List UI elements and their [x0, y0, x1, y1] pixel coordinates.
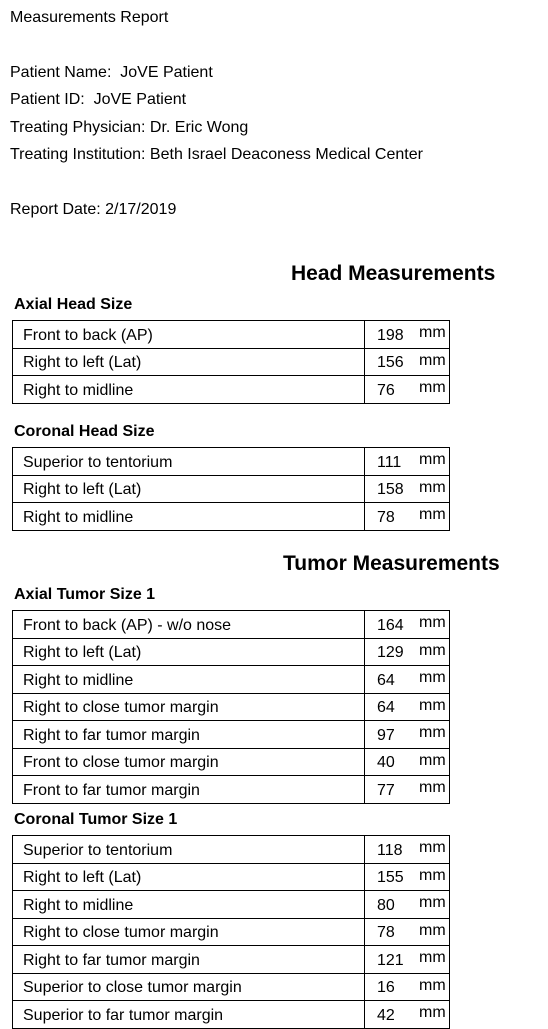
table-row [13, 918, 450, 946]
measurement-value: 129 [377, 644, 404, 662]
measurement-unit: mm [419, 894, 446, 911]
measurement-value: 76 [377, 381, 395, 399]
coronal-tumor-size-table [12, 835, 450, 1029]
table-row [13, 946, 450, 974]
measurement-value: 111 [377, 453, 402, 471]
measurement-label: Right to left (Lat) [13, 863, 365, 891]
measurement-value: 118 [377, 841, 403, 859]
table-row [13, 863, 450, 891]
coronal-head-size-table [12, 447, 450, 531]
axial-tumor-size-table [12, 610, 450, 804]
head-measurements-heading: Head Measurements [291, 262, 496, 285]
measurement-value-cell [365, 503, 450, 531]
measurement-label: Superior to far tumor margin [13, 1001, 365, 1029]
measurement-value: 78 [377, 508, 395, 526]
measurement-unit: mm [419, 779, 446, 796]
treating-physician: Treating Physician: Dr. Eric Wong [10, 119, 249, 136]
measurement-unit: mm [419, 724, 446, 741]
measurement-value-cell [365, 321, 450, 349]
table-row [13, 448, 450, 476]
measurement-value-cell [365, 348, 450, 376]
measurement-value-cell [365, 666, 450, 694]
table-row [13, 666, 450, 694]
table-row [13, 348, 450, 376]
table-row [13, 1001, 450, 1029]
measurement-value-cell [365, 721, 450, 749]
measurement-label: Right to midline [13, 376, 365, 404]
measurement-label: Right to close tumor margin [13, 693, 365, 721]
measurement-value-cell [365, 863, 450, 891]
report-date: Report Date: 2/17/2019 [10, 201, 177, 218]
measurement-unit: mm [419, 506, 446, 523]
table-row [13, 475, 450, 503]
measurement-unit: mm [419, 614, 446, 631]
measurement-value: 64 [377, 671, 395, 689]
table-row [13, 973, 450, 1001]
measurement-label: Right to far tumor margin [13, 946, 365, 974]
measurement-value: 64 [377, 699, 395, 717]
measurement-value: 121 [377, 951, 404, 969]
table-row [13, 638, 450, 666]
measurement-value-cell [365, 918, 450, 946]
measurement-value: 158 [377, 481, 404, 499]
table-row [13, 776, 450, 804]
measurement-unit: mm [419, 696, 446, 714]
table-row [13, 321, 450, 349]
measurement-value: 80 [377, 896, 395, 914]
measurement-unit: mm [419, 839, 446, 856]
measurement-unit: mm [419, 949, 446, 966]
measurement-unit: mm [419, 976, 446, 994]
table-row [13, 836, 450, 864]
measurement-value-cell [365, 376, 450, 404]
measurement-value: 97 [377, 726, 395, 744]
measurement-value: 16 [377, 979, 395, 997]
measurement-label: Right to left (Lat) [13, 638, 365, 666]
measurement-label: Right to midline [13, 891, 365, 919]
measurement-unit: mm [419, 921, 446, 939]
table-row [13, 891, 450, 919]
measurement-value-cell [365, 836, 450, 864]
measurement-unit: mm [419, 478, 446, 496]
measurement-value: 78 [377, 924, 395, 942]
measurement-value: 156 [377, 354, 404, 372]
measurement-value-cell [365, 693, 450, 721]
measurement-label: Right to left (Lat) [13, 475, 365, 503]
measurement-unit: mm [419, 451, 446, 468]
measurement-label: Right to midline [13, 666, 365, 694]
table-row [13, 721, 450, 749]
measurement-label: Front to far tumor margin [13, 776, 365, 804]
measurement-label: Front to back (AP) - w/o nose [13, 611, 365, 639]
measurement-value-cell [365, 891, 450, 919]
patient-id: Patient ID: JoVE Patient [10, 91, 187, 108]
measurement-label: Superior to close tumor margin [13, 973, 365, 1001]
measurement-label: Right to left (Lat) [13, 348, 365, 376]
measurement-value-cell [365, 748, 450, 776]
measurement-label: Front to close tumor margin [13, 748, 365, 776]
measurement-label: Right to close tumor margin [13, 918, 365, 946]
measurement-value: 198 [377, 326, 404, 344]
measurement-value: 155 [377, 869, 404, 887]
report-title: Measurements Report [10, 9, 169, 26]
measurement-unit: mm [419, 324, 446, 341]
measurement-unit: mm [419, 866, 446, 884]
measurement-label: Superior to tentorium [13, 836, 365, 864]
table-row [13, 693, 450, 721]
table-row [13, 503, 450, 531]
table-row [13, 611, 450, 639]
measurement-label: Right to midline [13, 503, 365, 531]
measurement-value: 42 [377, 1006, 395, 1024]
table-row [13, 748, 450, 776]
treating-institution: Treating Institution: Beth Israel Deaconess Medical Center [10, 146, 423, 163]
measurement-value-cell [365, 776, 450, 804]
measurement-value-cell [365, 638, 450, 666]
coronal-head-size-title: Coronal Head Size [14, 423, 155, 440]
coronal-tumor-size-title: Coronal Tumor Size 1 [14, 811, 178, 828]
measurement-unit: mm [419, 641, 446, 659]
measurement-unit: mm [419, 669, 446, 686]
tumor-measurements-heading: Tumor Measurements [283, 552, 500, 575]
axial-head-size-table [12, 320, 450, 404]
measurement-label: Right to far tumor margin [13, 721, 365, 749]
measurement-value-cell [365, 475, 450, 503]
measurement-value: 40 [377, 754, 395, 772]
measurement-unit: mm [419, 751, 446, 769]
measurement-value: 77 [377, 781, 395, 799]
measurement-label: Front to back (AP) [13, 321, 365, 349]
measurement-unit: mm [419, 351, 446, 369]
measurement-label: Superior to tentorium [13, 448, 365, 476]
measurement-value: 164 [377, 616, 404, 634]
measurement-unit: mm [419, 379, 446, 396]
measurement-value-cell [365, 973, 450, 1001]
axial-head-size-title: Axial Head Size [14, 296, 133, 313]
measurement-value-cell [365, 611, 450, 639]
measurement-value-cell [365, 448, 450, 476]
patient-name: Patient Name: JoVE Patient [10, 64, 213, 81]
axial-tumor-size-title: Axial Tumor Size 1 [14, 586, 156, 603]
measurement-value-cell [365, 946, 450, 974]
measurement-value-cell [365, 1001, 450, 1029]
measurement-unit: mm [419, 1004, 446, 1021]
table-row [13, 376, 450, 404]
